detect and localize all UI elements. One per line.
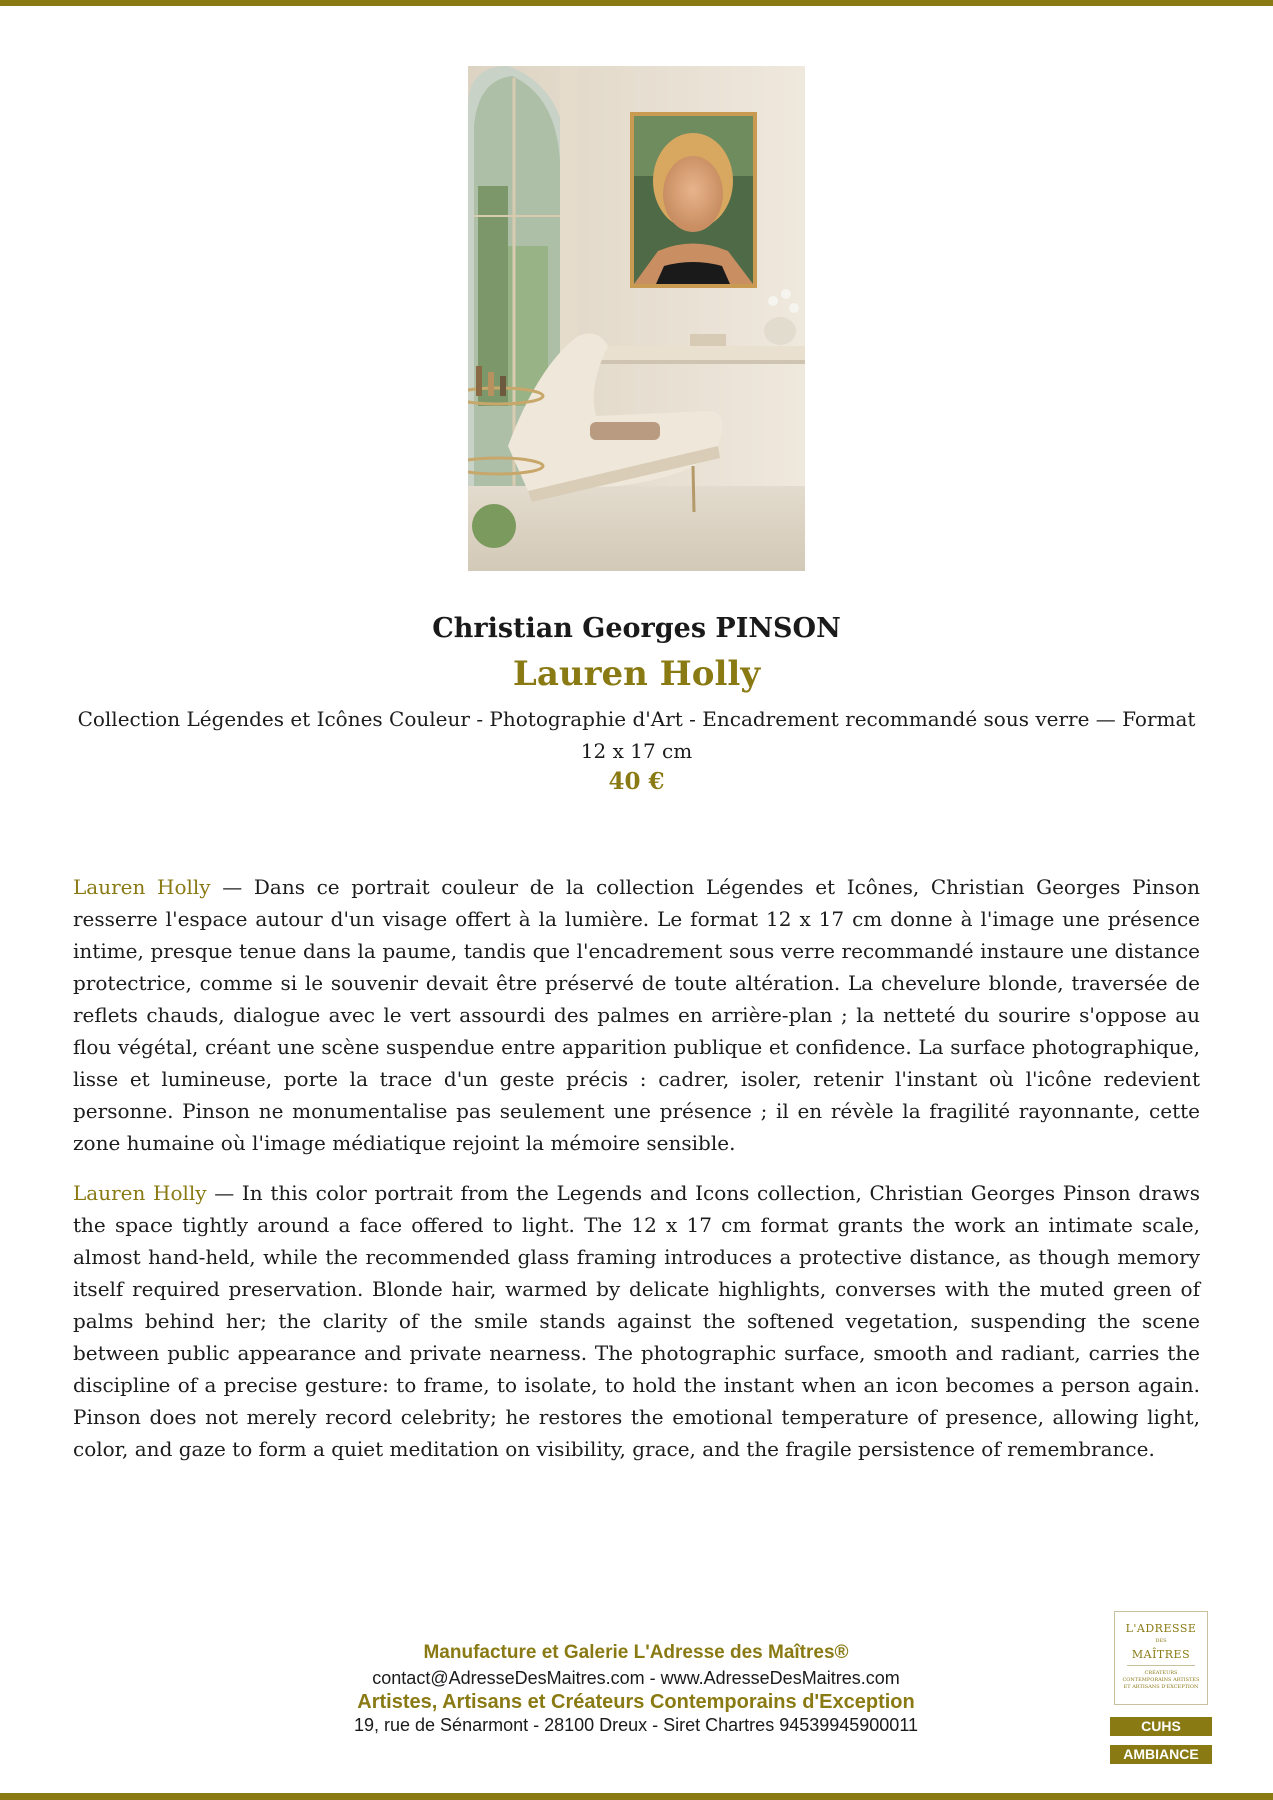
description-french-text: — Dans ce portrait couleur de la collection Légendes et Icônes, Christian Georges Pinson resserre l'espace autour d'un visage offert à la lumière. Le format 12 x 17 cm donne à l'image une présence intime, presque tenue dans la paume, tandis que l'encadrement sous verre recommandé instaure une distance protectrice, comme si le souvenir devait être préservé de toute altération. La chevelure blonde, traversée de reflets chauds, dialogue avec le vert assourdi des palmes en arrière-plan ; la netteté du sourire s'oppose au flou végétal, créant une scène suspendue entre apparition publique et confidence. La surface photographique, lisse et lumineuse, porte la trace d'un geste précis : cadrer, isoler, retenir l'instant où l'icône redevient personne. Pinson ne monumentalise pas seulement une présence ; il en révèle la fragilité rayonnante, cette zone humaine où l'image médiatique rejoint la mémoire sensible. [73, 875, 1200, 1155]
logo-line-4: CRÉATEURS CONTEMPORAINS ARTISTES ET ARTISANS D'EXCEPTION [1122, 1670, 1200, 1690]
description-french [73, 871, 1200, 1159]
top-accent-bar [0, 0, 1273, 6]
footer-address: 19, rue de Sénarmont - 28100 Dreux - Siret Chartres 94539945900011 [353, 1715, 919, 1735]
artwork-image [468, 66, 805, 571]
description-english-lead: Lauren Holly [73, 1181, 207, 1205]
footer-tagline: Artistes, Artisans et Créateurs Contemporains d'Exception [357, 1691, 915, 1713]
badge-ambiance: AMBIANCE [1110, 1745, 1212, 1764]
description-english-text: — In this color portrait from the Legends and Icons collection, Christian Georges Pinson draws the space tightly around a face offered to light. The 12 x 17 cm format grants the work an intimate scale, almost hand-held, while the recommended glass framing introduces a protective distance, as though memory itself required preservation. Blonde hair, warmed by delicate highlights, converses with the muted green of palms behind her; the clarity of the smile stands against the softened vegetation, suspending the scene between public appearance and private nearness. The photographic surface, smooth and radiant, carries the discipline of a precise gesture: to frame, to isolate, to hold the instant when an icon becomes a person again. Pinson does not merely record celebrity; he restores the emotional temperature of presence, allowing light, color, and gaze to form a quiet meditation on visibility, grace, and the fragile persistence of remembrance. [73, 1181, 1200, 1461]
bottom-accent-bar [0, 1793, 1273, 1800]
gallery-logo [1114, 1611, 1208, 1705]
footer-gallery-name: Manufacture et Galerie L'Adresse des Maîtres® [423, 1642, 849, 1663]
logo-divider [1127, 1665, 1195, 1666]
logo-line-2: DES [1155, 1638, 1167, 1644]
badge-cuhs: CUHS [1110, 1717, 1212, 1736]
artist-name: Christian Georges PINSON [432, 613, 841, 644]
description-english [73, 1177, 1200, 1465]
artwork-ambiance-illustration [468, 66, 805, 571]
logo-line-3: MAÎTRES [1131, 1648, 1191, 1661]
artwork-price: 40 € [608, 768, 665, 795]
logo-line-1: L'ADRESSE [1125, 1622, 1197, 1635]
artwork-subtitle: Collection Légendes et Icônes Couleur - Photographie d'Art - Encadrement recommandé sous verre — Format 12 x 17 cm [77, 707, 1196, 763]
artwork-title: Lauren Holly [512, 654, 761, 694]
description-french-lead: Lauren Holly [73, 875, 211, 899]
footer-contact: contact@AdresseDesMaitres.com - www.AdresseDesMaitres.com [372, 1668, 900, 1688]
